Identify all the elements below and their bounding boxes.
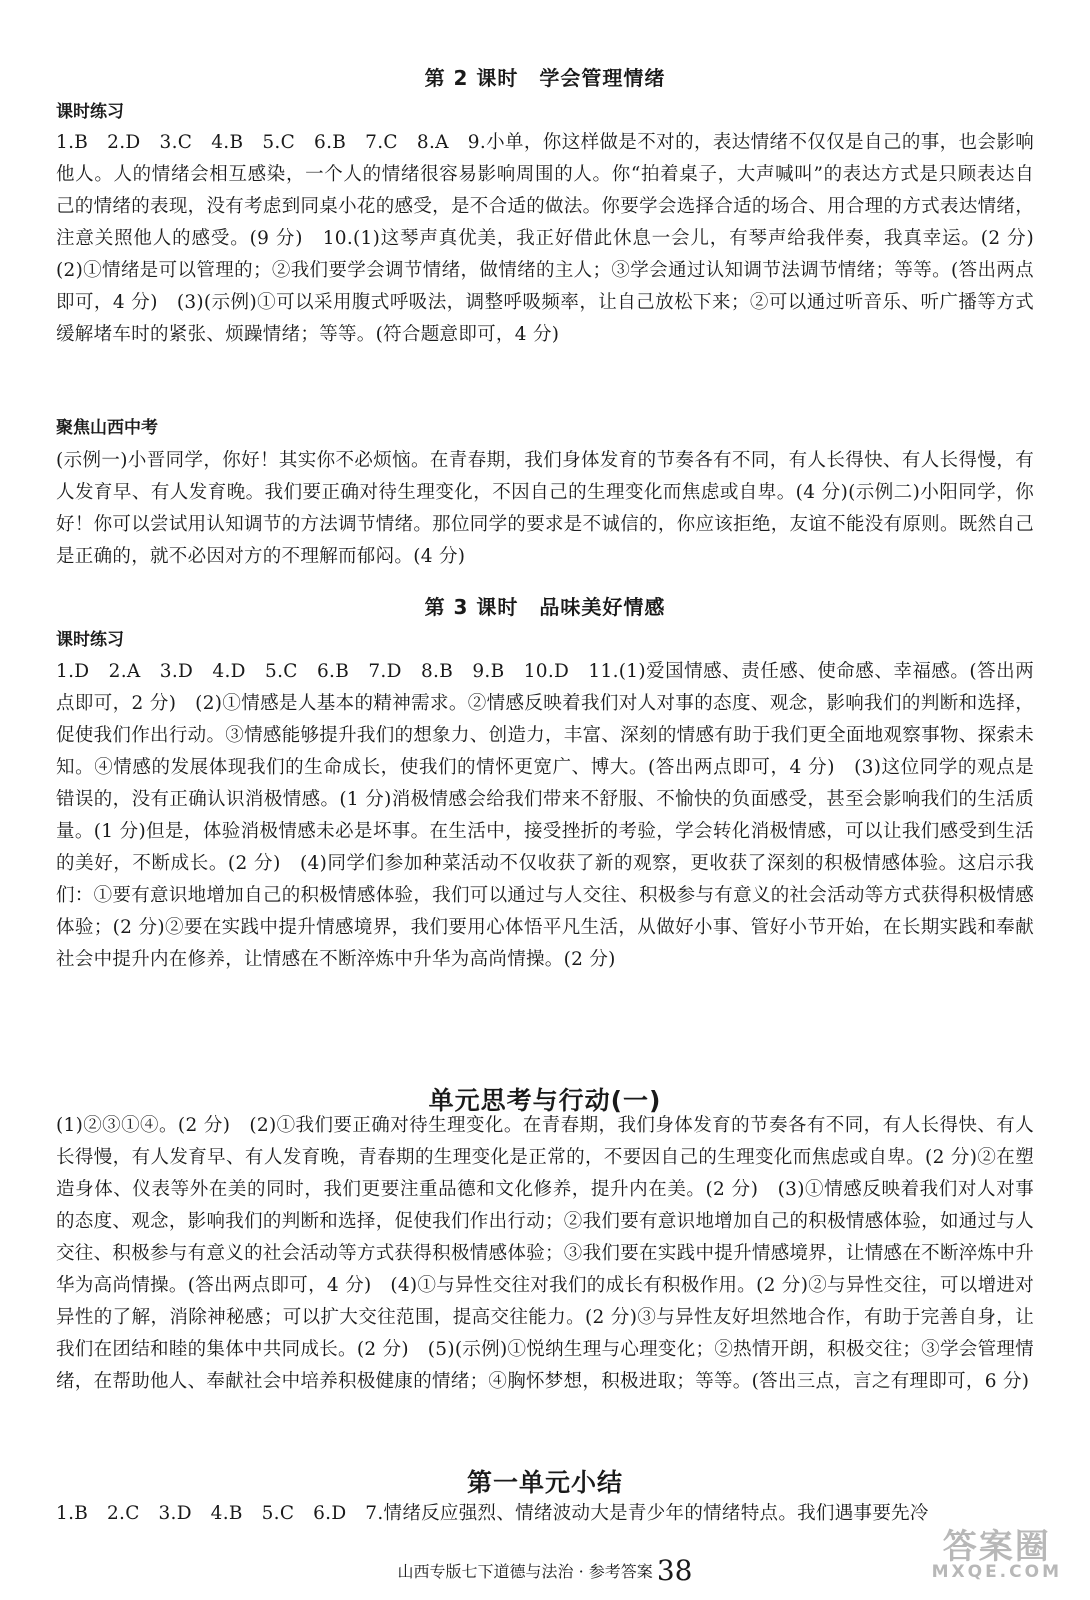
page-footer	[0, 1554, 1090, 1587]
page-number: 38	[656, 1554, 693, 1587]
practice-answers-1: 1.B 2.D 3.C 4.B 5.C 6.B 7.C 8.A 9.小单，你这样做是不对的，表达情绪不仅仅是自己的事，也会影响他人。人的情绪会相互感染，一个人的情绪很容易影响周围的人。你“拍着桌子，大声喊叫”的表达方式是只顾表达自己的情绪的表现，没有考虑到同桌小花的感受，是不合适的做法。你要学会选择合适的场合、用合理的方式表达情绪，注意关照他人的感受。(9 分) 10.(1)这琴声真优美，我正好借此休息一会儿，有琴声给我伴奏，我真幸运。(2 分) (2)①情绪是可以管理的；②我们要学会调节情绪，做情绪的主人；③学会通过认知调节法调节情绪；等等。(答出两点即可，4 分) (3)(示例)①可以采用腹式呼吸法，调整呼吸频率，让自己放松下来；②可以通过听音乐、听广播等方式缓解堵车时的紧张、烦躁情绪；等等。(符合题意即可，4 分)	[56, 132, 1053, 345]
watermark-url: MXQE.COM	[931, 1562, 1062, 1582]
focus-shanxi-label: 聚焦山西中考	[56, 418, 158, 438]
focus-shanxi-answers: (示例一)小晋同学，你好！其实你不必烦恼。在青春期，我们身体发育的节奏各有不同，有人长得快、有人长得慢，有人发育早、有人发育晚。我们要正确对待生理变化，不因自己的生理变化而焦虑或自卑。(4 分)(示例二)小阳同学，你好！你可以尝试用认知调节的方法调节情绪。那位同学的要求是不诚信的，你应该拒绝，友谊不能没有原则。既然自己是正确的，就不必因对方的不理解而郁闷。(4 分)	[56, 450, 1034, 567]
practice-answers-2: 1.D 2.A 3.D 4.D 5.C 6.B 7.D 8.B 9.B 10.D 11.(1)爱国情感、责任感、使命感、幸福感。(答出两点即可，2 分) (2)①情感是人基本的精神需求。②情感反映着我们对人对事的态度、观念，影响我们的判断和选择，促使我们作出行动。③情感能够提升我们的想象力、创造力，丰富、深刻的情感有助于我们更全面地观察事物、探索未知。④情感的发展体现我们的生命成长，使我们的情怀更宽广、博大。(答出两点即可，4 分) (3)这位同学的观点是错误的，没有正确认识消极情感。(1 分)消极情感会给我们带来不舒服、不愉快的负面感受，甚至会影响我们的生活质量。(1 分)但是，体验消极情感未必是坏事。在生活中，接受挫折的考验，学会转化消极情感，可以让我们感受到生活的美好，不断成长。(2 分) (4)同学们参加种菜活动不仅收获了新的观察，更收获了深刻的积极情感体验。这启示我们：①要有意识地增加自己的积极情感体验，我们可以通过与人交往、积极参与有意义的社会活动等方式获得积极情感体验；(2 分)②要在实践中提升情感境界，我们要用心体悟平凡生活，从做好小事、管好小节开始，在长期实践和奉献社会中提升内在修养，让情感在不断淬炼中升华为高尚情操。(2 分)	[56, 661, 1034, 970]
watermark-logo-text: 答案圈	[942, 1527, 1051, 1567]
footer-title: 山西专版七下道德与法治 · 参考答案	[397, 1562, 653, 1581]
lesson-3-title: 第 3 课时 品味美好情感	[424, 595, 666, 619]
unit-summary-answers: 1.B 2.C 3.D 4.B 5.C 6.D 7.情绪反应强烈、情绪波动大是青少年的情绪特点。我们遇事要先冷	[56, 1503, 929, 1524]
practice-label-1: 课时练习	[56, 102, 124, 122]
unit-think-action-title: 单元思考与行动(一)	[428, 1086, 662, 1115]
site-watermark	[931, 1527, 1062, 1582]
lesson-2-title: 第 2 课时 学会管理情绪	[424, 66, 666, 90]
practice-label-2: 课时练习	[56, 630, 124, 650]
unit-summary-title: 第一单元小结	[466, 1468, 623, 1497]
unit-think-action-answers: (1)②③①④。(2 分) (2)①我们要正确对待生理变化。在青春期，我们身体发育的节奏各有不同，有人长得快、有人长得慢，有人发育早、有人发育晚，青春期的生理变化是正常的，不要因自己的生理变化而焦虑或自卑。(2 分)②在塑造身体、仪表等外在美的同时，我们更要注重品德和文化修养，提升内在美。(2 分) (3)①情感反映着我们对人对事的态度、观念，影响我们的判断和选择，促使我们作出行动；②我们要有意识地增加自己的积极情感体验，如通过与人交往、积极参与有意义的社会活动等方式获得积极情感体验；③我们要在实践中提升情感境界，让情感在不断淬炼中升华为高尚情操。(答出两点即可，4 分) (4)①与异性交往对我们的成长有积极作用。(2 分)②与异性交往，可以增进对异性的了解，消除神秘感；可以扩大交往范围，提高交往能力。(2 分)③与异性友好坦然地合作，有助于完善自身，让我们在团结和睦的集体中共同成长。(2 分) (5)(示例)①悦纳生理与心理变化；②热情开朗，积极交往；③学会管理情绪，在帮助他人、奉献社会中培养积极健康的情绪；④胸怀梦想，积极进取；等等。(答出三点，言之有理即可，6 分)	[56, 1115, 1034, 1392]
